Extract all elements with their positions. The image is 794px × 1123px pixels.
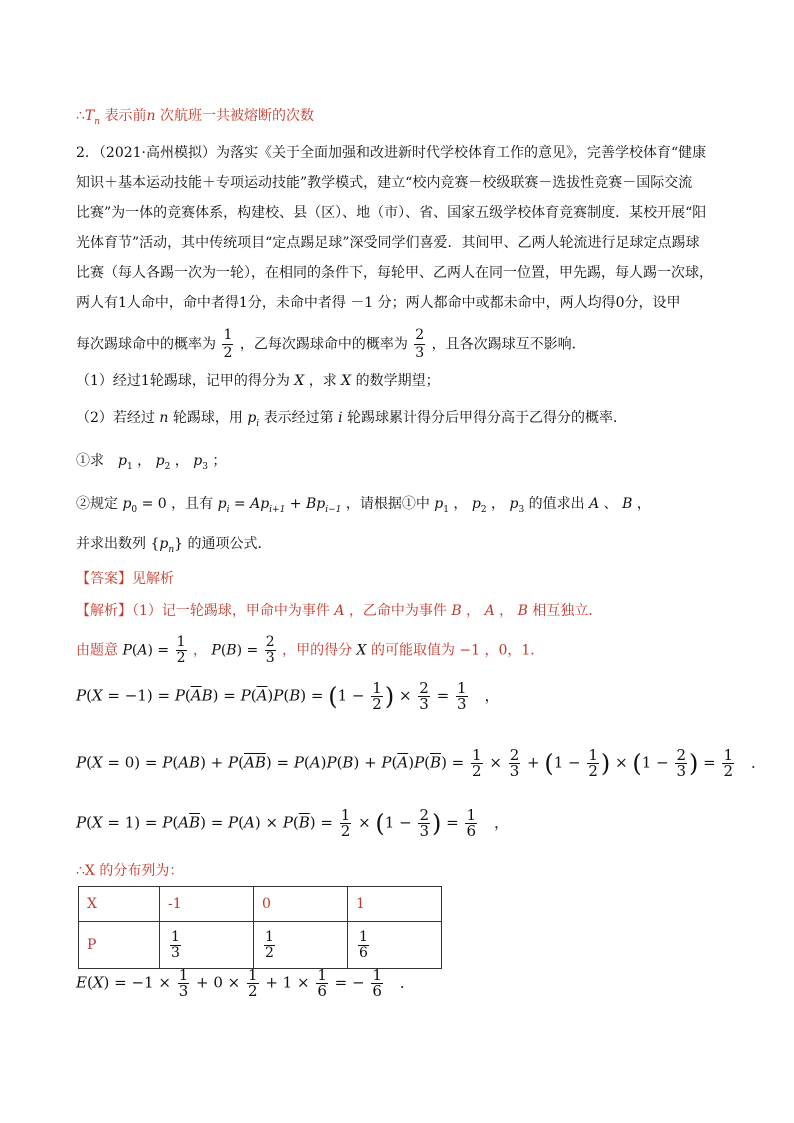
intro-line: $\therefore T_n$ 表示前n 次航班一共被熔断的次数 [76, 108, 314, 127]
table-cell: $\frac{1}{3}$ [160, 922, 254, 969]
equation-p-minus-1: $P(X = -1) = P(\overline{A}B) = P(\overline{A})P(B) = (1$ − $\frac{1}{2}$ ) × $\frac{2}{3}$ = $\frac{1}{3}$ ， [76, 679, 500, 713]
table-cell: $\frac{1}{6}$ [348, 922, 442, 969]
problem-line-7: 每次踢球命中的概率为 $\frac{1}{2}$ ，乙每次踢球命中的概率为 $\frac{2}{3}$ ，且各次踢球互不影响． [76, 327, 586, 361]
distribution-table [78, 886, 442, 969]
equation-p-0: $P(X = 0) = P(AB) + P(\overline{AB}) = P(A)P(B) + P(\overline{A})P(\overline{B})$ = $\frac{1}{2}$ × $\frac{2}{3}$ + (1 − $\frac{1}{2}$ ) × (1 − $\frac{2}{3}$ ) = $\frac{1}{2}$ ． [76, 746, 767, 780]
sub-question-2: ②规定 $p_0 = 0$ ，且有 $p_i = Ap_{i+1} + Bp_{i-1}$ ，请根据①中 $p_1$ ， $p_2$ ， $p_3$ 的值求出 A 、 B ， [76, 496, 651, 515]
question-2: （2）若经过 n 轮踢球，用 $p_i$ 表示经过第 i 轮踢球累计得分后甲得分高于乙得分的概率． [76, 410, 628, 429]
table-row [79, 922, 442, 969]
equation-p-1: $P(X = 1) = P(A\overline{B}) = P(A) \times P(\overline{B})$ = $\frac{1}{2}$ × (1 − $\frac{2}{3}$ ) = $\frac{1}{6}$ ， [76, 806, 510, 840]
problem-line-5: 比赛（每人各踢一次为一轮），在相同的条件下，每轮甲、乙两人在同一位置，甲先踢，每人踢一次球， [76, 265, 713, 281]
table-row [79, 887, 442, 922]
problem-line-4: 光体育节”活动，其中传统项目“定点踢足球”深受同学们喜爱．其间甲、乙两人轮流进行足球定点踢球 [76, 235, 700, 251]
sub-question-2-cont: 并求出数列 $\{p_n\}$ 的通项公式． [76, 536, 272, 555]
table-cell: X [79, 887, 160, 922]
sub-question-1: ①求 $p_1$ ， $p_2$ ， $p_3$ ； [76, 453, 227, 472]
problem-line-1: 2．（2021·高州模拟）为落实《关于全面加强和改进新时代学校体育工作的意见》，完善学校体育“健康 [76, 145, 707, 161]
table-cell: P [79, 922, 160, 969]
problem-line-3: 比赛”为一体的竞赛体系，构建校、县（区）、地（市）、省、国家五级学校体育竞赛制度．某校开展“阳 [76, 205, 707, 221]
answer-line: 【答案】见解析 [76, 571, 174, 587]
distribution-title: ∴X 的分布列为： [76, 863, 184, 879]
equation-expectation: E(X) = −1 × $\frac{1}{3}$ + 0 × $\frac{1}{2}$ + 1 × $\frac{1}{6}$ = − $\frac{1}{6}$ ． [76, 966, 415, 1000]
table-cell: 0 [254, 887, 348, 922]
question-1: （1）经过1轮踢球，记甲的得分为 X ，求 X 的数学期望； [76, 373, 440, 389]
analysis-line-1: 【解析】（1）记一轮踢球，甲命中为事件 A ，乙命中为事件 B ， A ， B 相互独立． [76, 603, 603, 619]
problem-line-2: 知识＋基本运动技能＋专项运动技能”教学模式，建立“校内竞赛－校级联赛－选拔性竞赛－国际交流 [76, 175, 693, 191]
table-cell: -1 [160, 887, 254, 922]
problem-line-6: 两人有1人命中，命中者得1分，未命中者得 －1 分；两人都命中或都未命中，两人均得0分，设甲 [76, 295, 681, 311]
table-cell: $\frac{1}{2}$ [254, 922, 348, 969]
table-cell: 1 [348, 887, 442, 922]
analysis-line-2: 由题意 P(A) = $\frac{1}{2}$ ， P(B) = $\frac{2}{3}$ ，甲的得分 X 的可能取值为 −1 ，0，1． [76, 634, 545, 666]
